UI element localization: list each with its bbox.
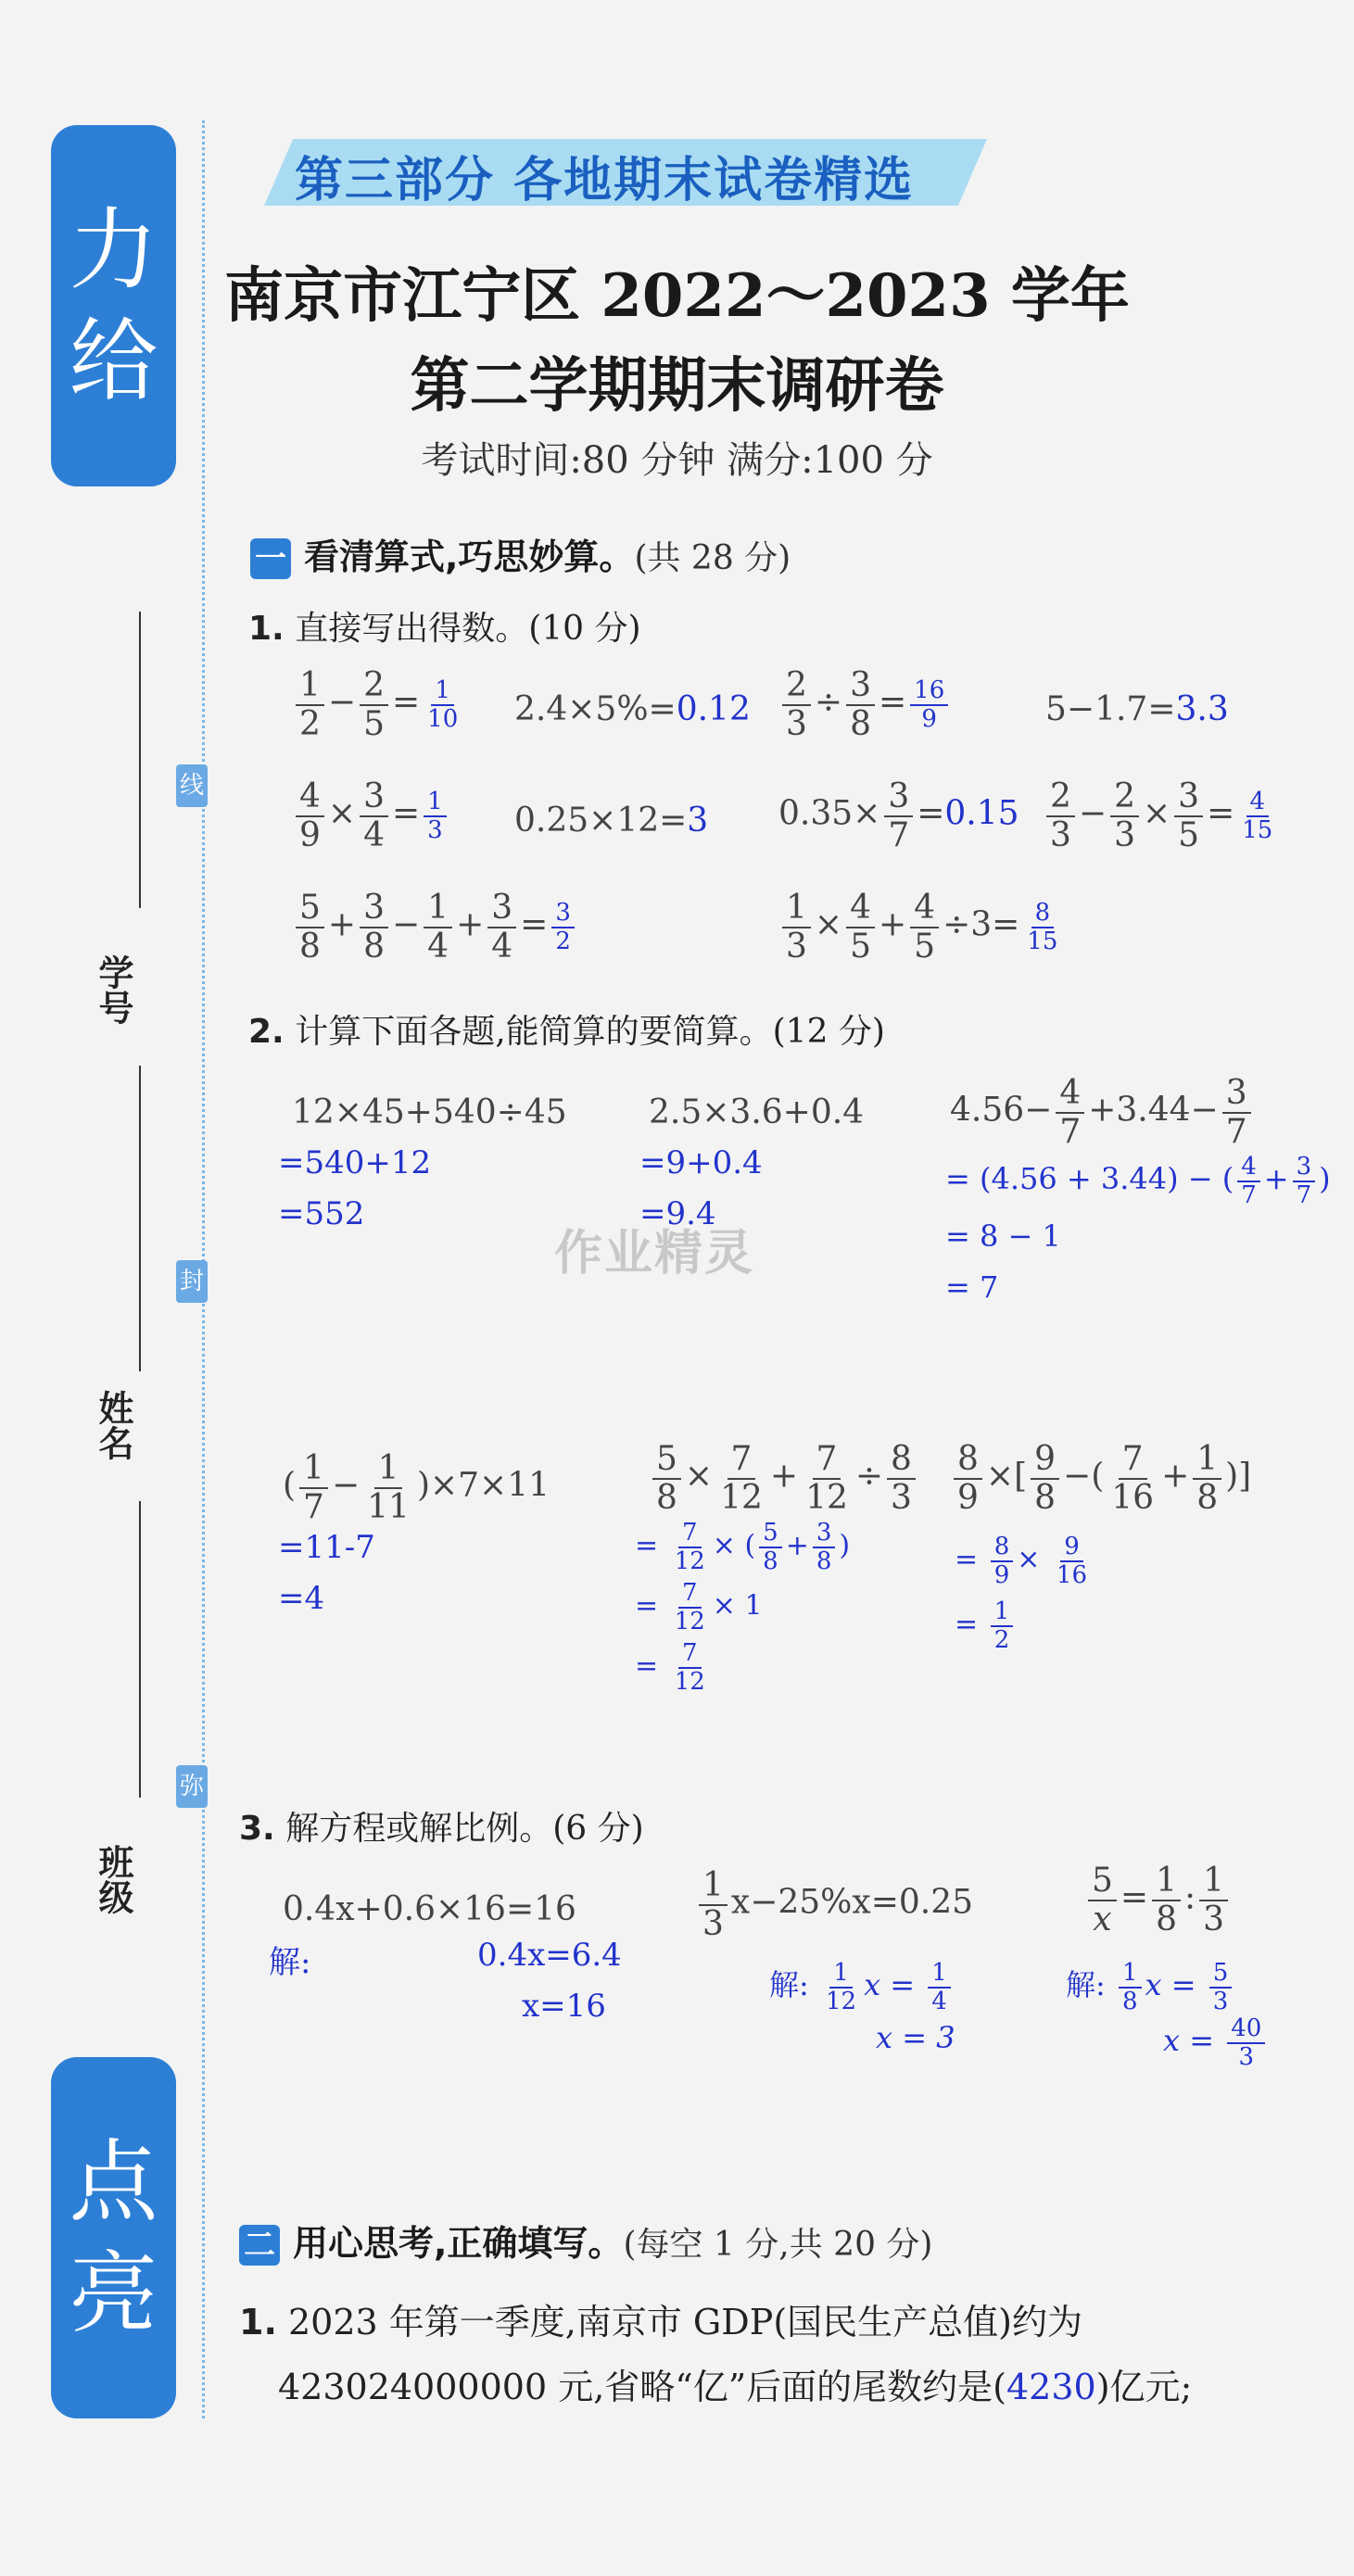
- question-number: 2.: [248, 1013, 285, 1051]
- label-class: 班级: [93, 1844, 133, 1914]
- question-text: 直接写出得数。(10 分): [295, 610, 641, 648]
- problem-1c: $\frac{2}{3}$ ÷ $\frac{3}{8}$ = $\frac{16}{9}$: [778, 667, 952, 742]
- solution-step: 0.4x=6.4: [477, 1937, 622, 1974]
- problem-1d: 5−1.7=3.3: [1045, 690, 1229, 728]
- side-tab-char: 亮: [69, 2241, 158, 2345]
- solution-step: = $\frac{7}{12}$: [635, 1639, 705, 1696]
- solution-step: = $\frac{1}{2}$: [955, 1598, 1017, 1653]
- solution-step: =540+12: [278, 1144, 432, 1181]
- margin-tag-mi: 弥: [176, 1765, 208, 1808]
- solution-step: =4: [278, 1580, 325, 1617]
- answer: $\frac{8}{15}$: [1027, 899, 1058, 955]
- exam-title-line2: 第二学期期末调研卷: [410, 351, 944, 421]
- margin-tag-xian: 线: [176, 764, 208, 807]
- question-2: [248, 1005, 885, 1053]
- solution-step: = (4.56 + 3.44) − ( $\frac{4}{7}$ + $\frac{3}{7}$ ): [945, 1153, 1331, 1209]
- section2-heading: [239, 2215, 932, 2266]
- label-student-id: 学号: [93, 954, 133, 1025]
- problem-1j: $\frac{1}{3}$ × $\frac{4}{5}$ + $\frac{4}{5}$ ÷3= $\frac{8}{15}$: [778, 890, 1065, 965]
- solution-step: x = $\frac{40}{3}$: [1163, 2015, 1269, 2070]
- problem-2f: $\frac{8}{9}$ ×[ $\frac{9}{8}$ −( $\frac{7}{16}$ + $\frac{1}{8}$ )]: [950, 1441, 1251, 1516]
- problem-1f: 0.25×12=3: [514, 802, 709, 840]
- solution-step: = $\frac{7}{12}$ × ( $\frac{5}{8}$ + $\frac{3}{8}$ ): [635, 1519, 851, 1575]
- solution-step: 解: $\frac{1}{8}$ x = $\frac{5}{3}$: [1066, 1960, 1235, 2014]
- problem-2a: 12×45+540÷45: [292, 1093, 567, 1131]
- question-text: 解方程或解比例。(6 分): [285, 1810, 644, 1848]
- problem-2b: 2.5×3.6+0.4: [649, 1093, 865, 1131]
- question-3: [239, 1802, 644, 1850]
- side-tab-char: 给: [69, 309, 158, 413]
- side-tab-char: 力: [69, 198, 158, 302]
- problem-1e: $\frac{4}{9}$ × $\frac{3}{4}$ = $\frac{1}{3}$: [292, 778, 450, 853]
- equation-2: $\frac{1}{3}$ x−25%x=0.25: [695, 1867, 973, 1942]
- exam-title-line1: 南京市江宁区 2022～2023 学年: [224, 261, 1130, 331]
- solution-step: =552: [278, 1195, 365, 1232]
- solution-step: x = 3: [876, 2020, 955, 2055]
- question-text: 计算下面各题,能简算的要简算。(12 分): [295, 1013, 885, 1051]
- question-1: [248, 602, 641, 650]
- solution-step: =9+0.4: [639, 1144, 763, 1181]
- write-line: [139, 612, 141, 908]
- problem-1g: 0.35× $\frac{3}{7}$ =0.15: [778, 777, 1019, 854]
- problem-1a: $\frac{1}{2}$ − $\frac{2}{5}$ = $\frac{1}{10}$: [292, 667, 465, 742]
- side-tab-bottom: [51, 2057, 176, 2418]
- write-line: [139, 1066, 141, 1371]
- section-number: 二: [239, 2225, 280, 2266]
- solution-step: = 8 − 1: [945, 1219, 1061, 1254]
- problem-2d: ( $\frac{1}{7}$ − $\frac{1}{11}$ )×7×11: [283, 1449, 550, 1526]
- solution-step: = $\frac{8}{9}$ × $\frac{9}{16}$: [955, 1533, 1088, 1589]
- question-number: 1.: [248, 610, 285, 648]
- section-score: (共 28 分): [634, 539, 791, 577]
- section1-heading: [250, 528, 791, 579]
- section-number: 一: [250, 538, 291, 579]
- problem-2c: 4.56− $\frac{4}{7}$ +3.44− $\frac{3}{7}$: [950, 1075, 1255, 1150]
- watermark: 作业精灵: [554, 1226, 755, 1282]
- answer: 3.3: [1175, 690, 1229, 728]
- answer: $\frac{16}{9}$: [910, 677, 948, 732]
- solution-step: 解: $\frac{1}{12}$ x = $\frac{1}{4}$: [769, 1960, 955, 2014]
- solution-step: =11-7: [278, 1529, 375, 1566]
- section-title: 用心思考,正确填写。: [293, 2223, 624, 2264]
- write-line: [139, 1501, 141, 1798]
- section-score: (每空 1 分,共 20 分): [623, 2226, 933, 2264]
- answer: $\frac{1}{3}$: [424, 789, 447, 843]
- solution-step: x=16: [522, 1988, 606, 2025]
- solution-label: 解:: [269, 1944, 311, 1981]
- answer: $\frac{4}{15}$: [1242, 788, 1273, 844]
- section-banner: 第三部分 各地期末试卷精选: [295, 153, 915, 208]
- solution-step: = $\frac{7}{12}$ × 1: [635, 1579, 763, 1635]
- answer: 3: [687, 802, 709, 840]
- section2-q1-line1: 1. 2023 年第一季度,南京市 GDP(国民生产总值)约为: [239, 2302, 1082, 2342]
- label-name: 姓名: [93, 1390, 133, 1460]
- section2-q1-line2: 423024000000 元,省略“亿”后面的尾数约是(4230)亿元;: [278, 2367, 1193, 2407]
- answer: $\frac{3}{2}$: [551, 900, 575, 954]
- equation-3: $\frac{5}{x}$ = $\frac{1}{8}$ : $\frac{1}{3}$: [1084, 1863, 1232, 1938]
- side-tab-char: 点: [69, 2130, 158, 2234]
- problem-1i: $\frac{5}{8}$ + $\frac{3}{8}$ − $\frac{1}{4}$ + $\frac{3}{4}$ = $\frac{3}{2}$: [292, 890, 578, 965]
- problem-1h: $\frac{2}{3}$ − $\frac{2}{3}$ × $\frac{3}{5}$ = $\frac{4}{15}$: [1043, 778, 1280, 853]
- answer: 0.15: [944, 794, 1019, 833]
- fill-answer: 4230: [1006, 2367, 1096, 2407]
- question-number: 3.: [239, 1810, 275, 1848]
- margin-tag-feng: 封: [176, 1260, 208, 1303]
- answer: $\frac{1}{10}$: [427, 676, 459, 733]
- solution-step: =9.4: [639, 1195, 716, 1232]
- solution-step: = 7: [945, 1269, 999, 1305]
- equation-1: 0.4x+0.6×16=16: [283, 1890, 576, 1928]
- answer: 0.12: [676, 690, 751, 728]
- problem-1b: 2.4×5%=0.12: [514, 690, 751, 728]
- problem-2e: $\frac{5}{8}$ × $\frac{7}{12}$ + $\frac{7}{12}$ ÷ $\frac{8}{3}$: [649, 1441, 919, 1516]
- section-title: 看清算式,巧思妙算。: [304, 537, 635, 577]
- exam-info: 考试时间:80 分钟 满分:100 分: [421, 439, 933, 482]
